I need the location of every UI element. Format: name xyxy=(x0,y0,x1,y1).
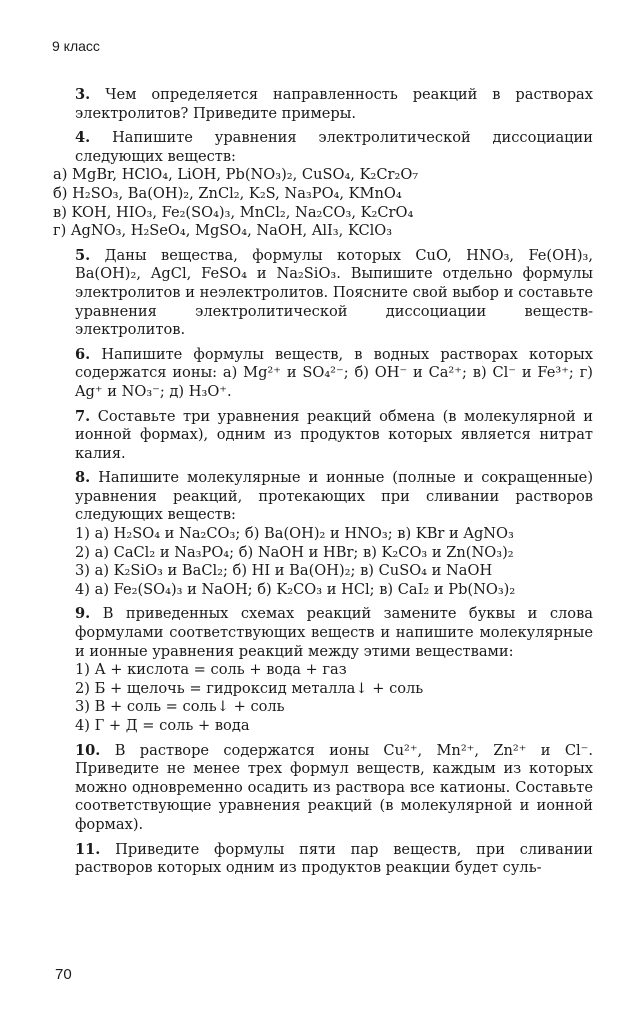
list-item: 4) Г + Д = соль + вода xyxy=(75,717,250,734)
task-text: Напишите формулы веществ, в водных растворах которых содержатся ионы: а) Mg²⁺ и SO₄²⁻; б) OH⁻ и Ca²⁺; в) Cl⁻ и Fe³⁺; г) Ag⁺ и NO₃⁻; д) H₃O⁺. xyxy=(75,345,593,400)
task-text: Составьте три уравнения реакций обмена (в молекулярной и ионной формах), одним из продуктов которых является нитрат калия. xyxy=(75,407,594,462)
task-number: 5. xyxy=(75,246,91,264)
list-item: г) AgNO₃, H₂SeO₄, MgSO₄, NaOH, AlI₃, KClO₃ xyxy=(53,222,393,240)
task-number: 11. xyxy=(75,840,101,858)
task-4-list xyxy=(53,166,593,240)
task-number: 4. xyxy=(75,129,91,147)
list-item: 2) Б + щелочь = гидроксид металла↓ + соль xyxy=(75,679,424,697)
list-item: а) MgBr, HClO₄, LiOH, Pb(NO₃)₂, CuSO₄, K₂Cr₂O₇ xyxy=(53,166,419,184)
list-item: в) KOH, HIO₃, Fe₂(SO₄)₃, MnCl₂, Na₂CO₃, K₂CrO₄ xyxy=(53,203,414,221)
task-number: 8. xyxy=(75,469,91,487)
task-text: Напишите молекулярные и ионные (полные и сокращенные) уравнения реакций, протекающих при сливании растворов следующих веществ: xyxy=(75,469,594,524)
page-number: 70 xyxy=(55,966,72,983)
task-text: Даны вещества, формулы которых CuO, HNO₃, Fe(OH)₃, Ba(OH)₂, AgCl, FeSO₄ и Na₂SiO₃. Выпишите отдельно формулы электролитов и неэлектролитов. Поясните свой выбор и составьте уравнения электролитической диссоциации веществ-электролитов. xyxy=(75,246,594,339)
page-header-grade: 9 класс xyxy=(52,38,100,54)
task-4 xyxy=(53,129,593,241)
task-text: Приведите формулы пяти пар веществ, при сливании растворов которых одним из продуктов реакции будет суль- xyxy=(75,840,593,877)
task-8 xyxy=(53,469,593,599)
list-item: 3) В + соль = соль↓ + соль xyxy=(75,698,285,716)
task-10 xyxy=(53,742,593,835)
task-11 xyxy=(53,841,593,878)
list-item: 2) а) CaCl₂ и Na₃PO₄; б) NaOH и HBr; в) K₂CO₃ и Zn(NO₃)₂ xyxy=(75,543,514,561)
task-number: 3. xyxy=(75,86,91,103)
task-text: Напишите уравнения электролитической диссоциации следующих веществ: xyxy=(75,129,594,165)
task-text: Чем определяется направленность реакций в растворах электролитов? Приведите примеры. xyxy=(75,86,593,122)
task-text: В приведенных схемах реакций замените буквы и слова формулами соответствующих веществ и напишите молекулярные и ионные уравнения реакций между этими веществами: xyxy=(75,605,593,660)
task-7 xyxy=(53,408,593,464)
task-number: 6. xyxy=(75,345,91,363)
task-8-list xyxy=(53,525,593,599)
task-5 xyxy=(53,247,593,340)
list-item: 3) а) K₂SiO₃ и BaCl₂; б) HI и Ba(OH)₂; в) CuSO₄ и NaOH xyxy=(75,562,493,580)
task-number: 9. xyxy=(75,605,91,623)
task-text: В растворе содержатся ионы Cu²⁺, Mn²⁺, Zn²⁺ и Cl⁻. Приведите не менее трех формул веществ, каждым из которых можно одновременно осадить из раствора все катионы. Составьте соответствующие уравнения реакций (в молекулярной и ионной формах). xyxy=(75,741,593,833)
task-number: 7. xyxy=(75,407,91,425)
task-3 xyxy=(53,86,593,123)
page-content xyxy=(53,86,593,884)
task-9-list xyxy=(53,661,593,735)
task-9 xyxy=(53,605,593,735)
task-6 xyxy=(53,346,593,402)
list-item: 4) а) Fe₂(SO₄)₃ и NaOH; б) K₂CO₃ и HCl; в) CaI₂ и Pb(NO₃)₂ xyxy=(75,580,516,598)
task-number: 10. xyxy=(75,741,101,759)
list-item: б) H₂SO₃, Ba(OH)₂, ZnCl₂, K₂S, Na₃PO₄, KMnO₄ xyxy=(53,184,402,202)
list-item: 1) А + кислота = соль + вода + газ xyxy=(75,661,347,679)
list-item: 1) а) H₂SO₄ и Na₂CO₃; б) Ba(OH)₂ и HNO₃; в) KBr и AgNO₃ xyxy=(75,525,514,543)
